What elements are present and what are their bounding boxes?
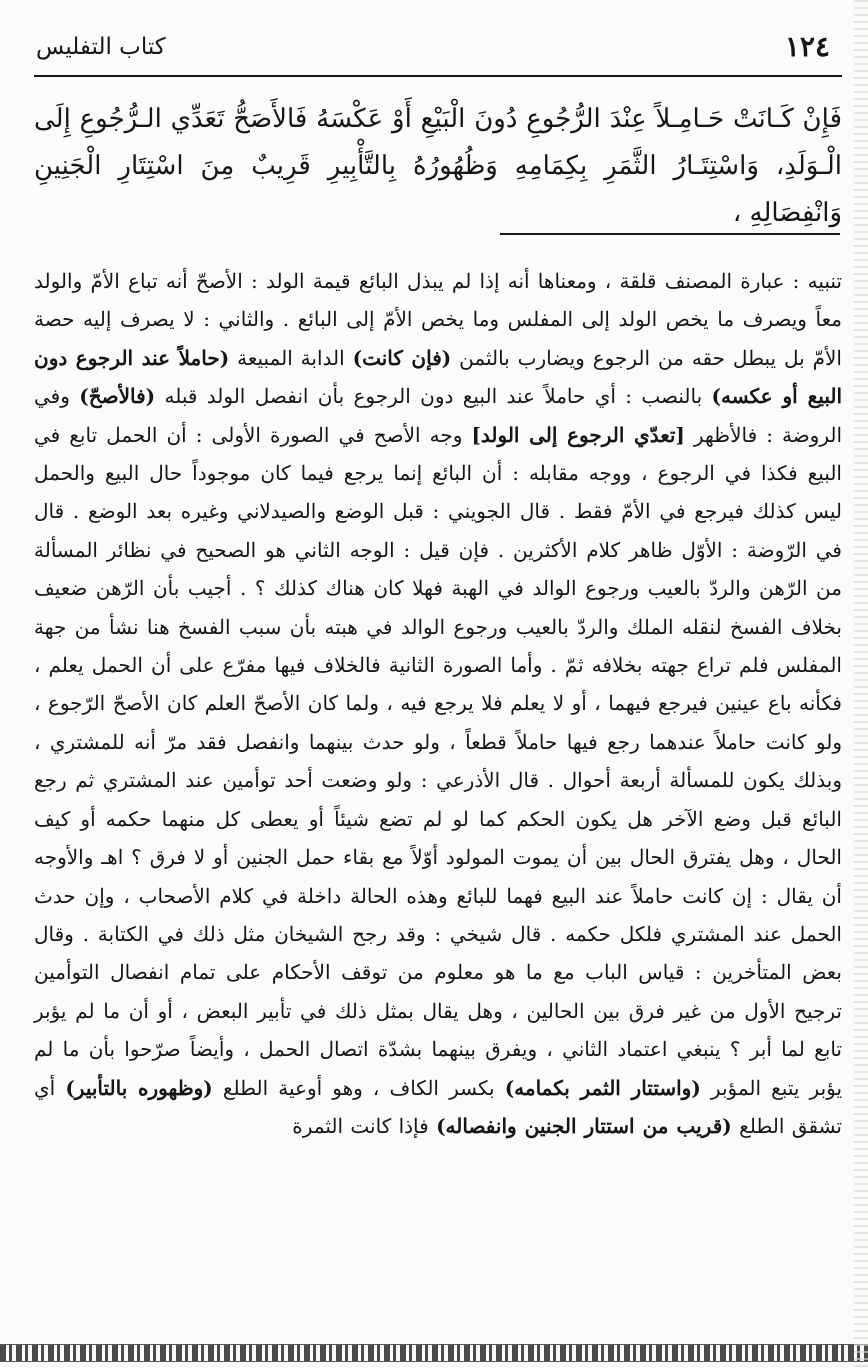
quoted-matn: (واستتار الثمر بكمامه) xyxy=(504,1075,701,1100)
header-rule xyxy=(34,75,842,77)
commentary-run: وفي الروضة : فالأظهر xyxy=(34,384,843,447)
commentary-run: أي تشقق الطلع xyxy=(34,1075,842,1138)
commentary-run: بكسر الكاف ، وهو أوعية الطلع xyxy=(222,1075,495,1100)
commentary-run: بالنصب : أي حاملاً عند البيع دون الرجوع بأن انفصل الولد قبله xyxy=(164,384,703,409)
quoted-matn: (وظهوره بالتأبير) xyxy=(65,1075,213,1100)
quoted-matn: (فالأصحّ) xyxy=(79,384,156,409)
quoted-matn: [تعدّي الرجوع إلى الولد] xyxy=(471,422,685,447)
running-header-title: كتاب التفليس xyxy=(36,34,166,60)
quoted-matn: (قريب من استتار الجنين وانفصاله) xyxy=(436,1113,732,1138)
matn-separator-rule xyxy=(500,233,840,235)
matn-text: فَإِنْ كَـانَتْ حَـامِـلاً عِنْدَ الرُّجُوعِ دُونَ الْبَيْعِ أَوْ عَكْسَهُ فَالأَصَحُّ تَعَدِّي الـرُّجُوعِ إِلَى الْـوَلَدِ، وَاسْتِتَـارُ الثَّمَرِ بِكِمَامِهِ وَظُهُورُهُ بِالتَّأْبِيرِ قَرِيبٌ مِنَ اسْتِتَارِ الْجَنِينِ وَانْفِصَالِهِ ، xyxy=(34,104,842,228)
commentary-text xyxy=(34,262,842,1145)
commentary-run: فإذا كانت الثمرة xyxy=(292,1113,429,1138)
page-number: ١٢٤ xyxy=(784,30,830,63)
commentary-run: وجه الأصح في الصورة الأولى : أن الحمل تابع في البيع فكذا في الرجوع ، ووجه مقابله : أن البائع إنما يرجع فيما كان موجوداً حال البيع والحمل ليس كذلك فيرجع في الأمّ فقط . قال الجويني : قبل الوضع والصيدلاني وغيره بعد الوضع . قال في الرّوضة : الأوّل ظاهر كلام الأكثرين . فإن قيل : الوجه الثاني هو الصحيح في نظائر المسألة من الرّهن والردّ بالعيب ورجوع الوالد في الهبة فهلا كان هناك كذلك ؟ . أجيب بأن الرّهن ضعيف بخلاف الفسخ لنقله الملك والردّ بالعيب ورجوع الوالد في هبته بأن سبب الفسخ هنا نشأ من جهة المفلس فلم تراع جهته بخلافه ثمّ . وأما الصورة الثانية فالخلاف فيها مفرّع على أن الحمل يعلم ، فكأنه باع عينين فيرجع فيهما ، أو لا يعلم فلا يرجع فيه ، ولما كان الأصحّ العلم كان الأصحّ الرّجوع ، ولو كانت حاملاً عندهما رجع فيها حاملاً قطعاً ، ولو حدث بينهما وانفصل فقد مرّ أنه للمشتري ، وبذلك يكون للمسألة أربعة أحوال . قال الأذرعي : ولو وضعت أحد توأمين عند المشتري ثم رجع البائع قبل وضع الآخر هل يكون الحكم كما لو لم تضع شيئاً أو يعطى كل منهما حكمه أو كيف الحال ، وهل يفترق الحال بين أن يموت المولود أوّلاً مع بقاء حمل الجنين أو لا فرق ؟ اهـ والأوجه أن يقال : إن كانت حاملاً عند البيع فهما للبائع وهذه الحالة داخلة في كلام الأصحاب ، وإن حدث الحمل عند المشتري فلكل حكمه . قال شيخي : وقد رجح الشيخان مثل ذلك في الكتابة . وقال بعض المتأخرين : قياس الباب مع ما هو معلوم من توقف الأحكام على تمام انفصال التوأمين ترجيح الأول من غير فرق بين الحالين ، وهل يقال بمثل ذلك في تأبير البعض ، أو أن ما لم يؤبر تابع لما أبر ؟ ينبغي اعتماد الثاني ، ويفرق بينهما بشدّة اتصال الحمل ، وأيضاً صرّحوا بأن ما لم يؤبر يتبع المؤبر xyxy=(34,422,843,1100)
quoted-matn: (حاملاً عند الرجوع دون البيع أو عكسه) xyxy=(34,345,843,409)
commentary-run: تنبيه : عبارة المصنف قلقة ، ومعناها أنه إذا لم يبذل البائع قيمة الولد : الأصحّ أنه تباع الأمّ والولد معاً ويصرف ما يخص الولد إلى المفلس وما يخص الأمّ إلى البائع . والثاني : لا يصرف إليه حصة الأمّ بل يبطل حقه من الرجوع ويضارب بالثمن xyxy=(34,269,842,370)
footer-ornament-border xyxy=(0,1344,868,1362)
scan-edge-speckle xyxy=(854,0,868,1368)
quoted-matn: (فإن كانت) xyxy=(352,345,452,370)
commentary-run: الدابة المبيعة xyxy=(237,345,345,370)
